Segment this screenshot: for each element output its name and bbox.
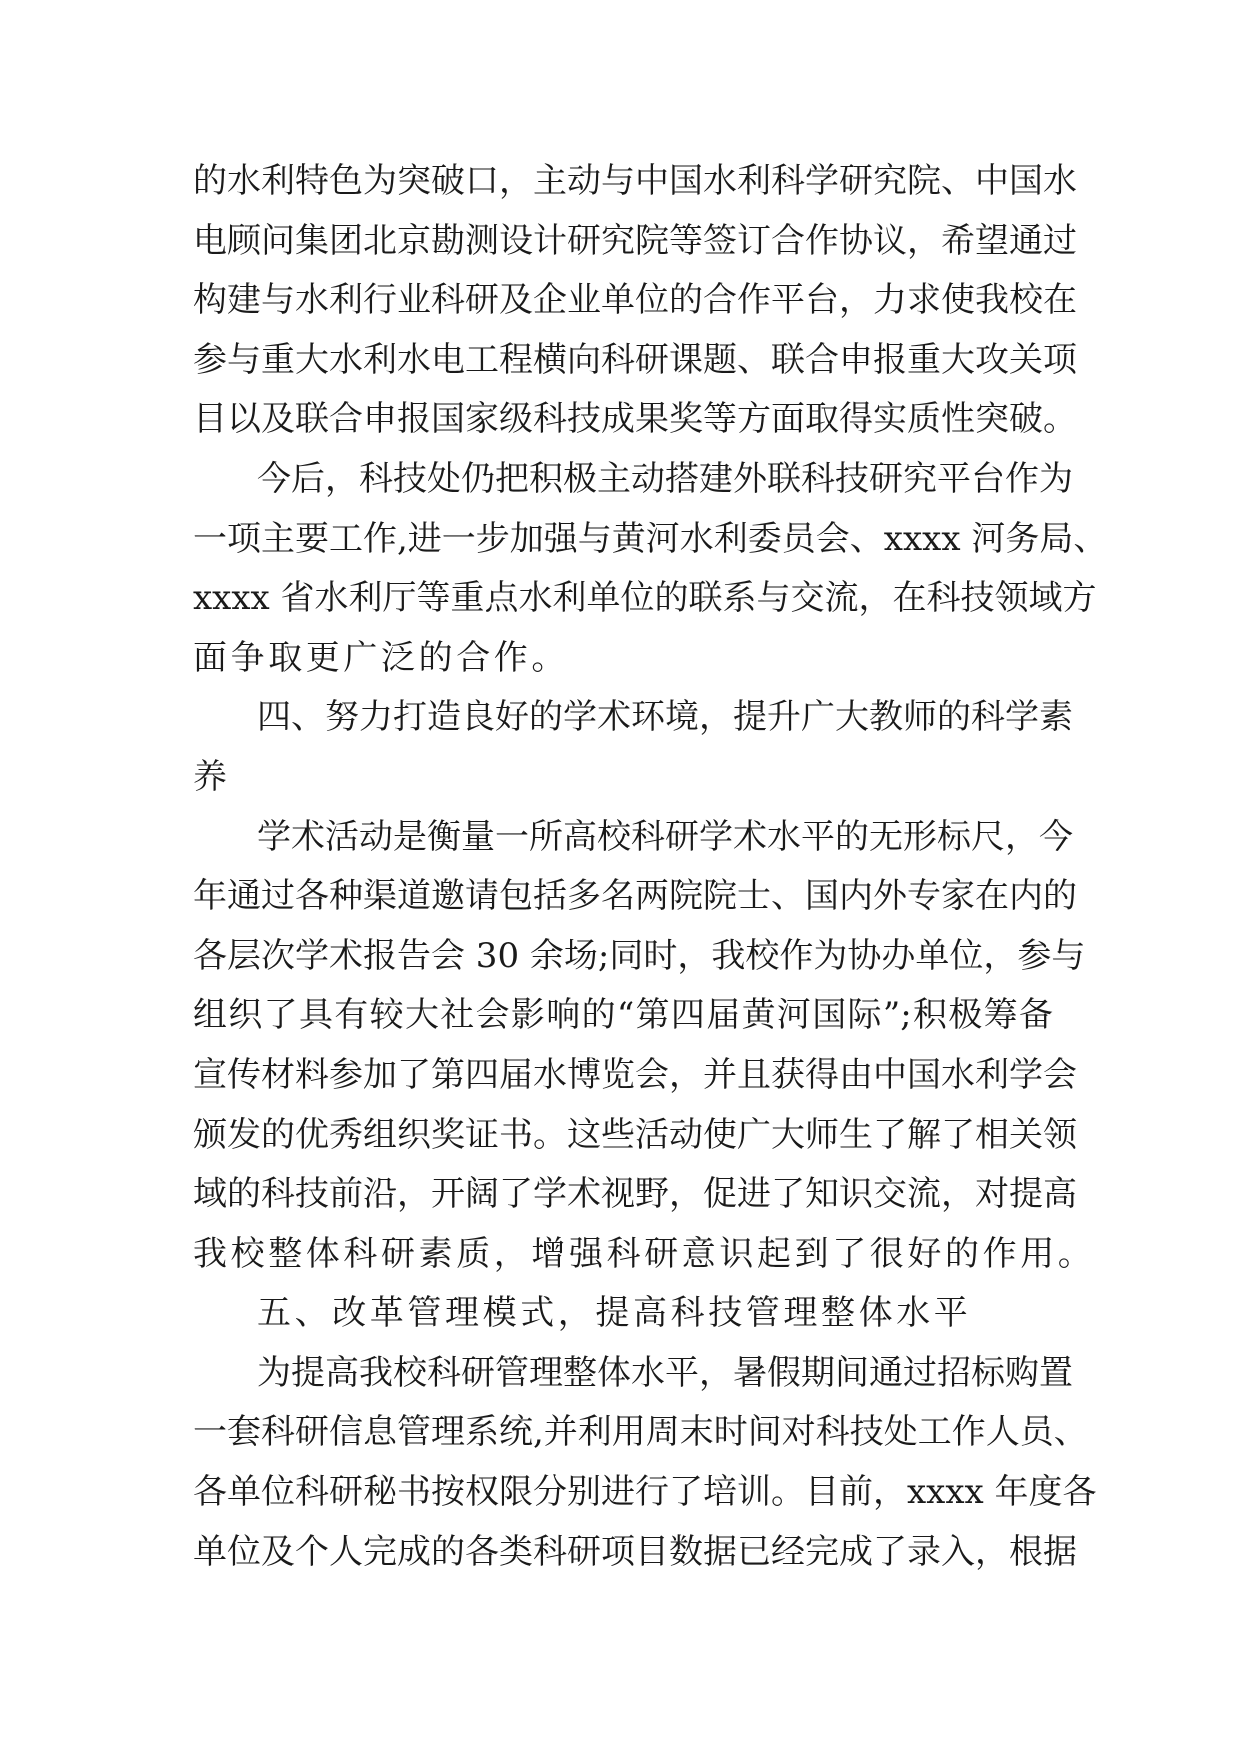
paragraph-first-line: 学术活动是衡量一所高校科研学术水平的无形标尺，今	[257, 816, 1073, 857]
text-line: 面争取更广泛的合作。	[193, 637, 569, 678]
text-line: 组织了具有较大社会影响的“第四届黄河国际”;积极筹备	[193, 995, 1053, 1036]
paragraph-first-line: 为提高我校科研管理整体水平，暑假期间通过招标购置	[257, 1352, 1073, 1393]
text-line: 我校整体科研素质，增强科研意识起到了很好的作用。	[193, 1233, 1096, 1274]
text-line: 构建与水利行业科研及企业单位的合作平台，力求使我校在	[193, 280, 1077, 321]
text-line: 各单位科研秘书按权限分别进行了培训。目前，xxxx 年度各	[193, 1472, 1097, 1513]
text-line: 颁发的优秀组织奖证书。这些活动使广大师生了解了相关领	[193, 1114, 1077, 1155]
paragraph-first-line: 今后，科技处仍把积极主动搭建外联科技研究平台作为	[257, 458, 1073, 499]
text-line: 目以及联合申报国家级科技成果奖等方面取得实质性突破。	[193, 399, 1077, 440]
document-body	[193, 152, 1108, 1582]
section-heading-4-continued: 养	[193, 756, 231, 797]
text-line: 域的科技前沿，开阔了学术视野，促进了知识交流，对提高	[193, 1174, 1077, 1215]
text-line: 年通过各种渠道邀请包括多名两院院士、国内外专家在内的	[193, 876, 1077, 917]
text-line: 参与重大水利水电工程横向科研课题、联合申报重大攻关项	[193, 339, 1077, 380]
section-heading-5: 五、改革管理模式，提高科技管理整体水平	[257, 1293, 972, 1334]
text-line: 一项主要工作,进一步加强与黄河水利委员会、xxxx 河务局、	[193, 518, 1108, 559]
text-line: 各层次学术报告会 30 余场;同时，我校作为协办单位，参与	[193, 935, 1086, 976]
section-heading-4: 四、努力打造良好的学术环境，提升广大教师的科学素	[257, 697, 1073, 738]
text-line: 一套科研信息管理系统,并利用周末时间对科技处工作人员、	[193, 1412, 1088, 1453]
text-line: xxxx 省水利厅等重点水利单位的联系与交流，在科技领域方	[193, 578, 1097, 619]
text-line: 电顾问集团北京勘测设计研究院等签订合作协议，希望通过	[193, 220, 1077, 261]
text-line: 的水利特色为突破口，主动与中国水利科学研究院、中国水	[193, 161, 1077, 201]
text-line: 宣传材料参加了第四届水博览会，并且获得由中国水利学会	[193, 1054, 1077, 1095]
text-line: 单位及个人完成的各类科研项目数据已经完成了录入，根据	[193, 1531, 1077, 1572]
